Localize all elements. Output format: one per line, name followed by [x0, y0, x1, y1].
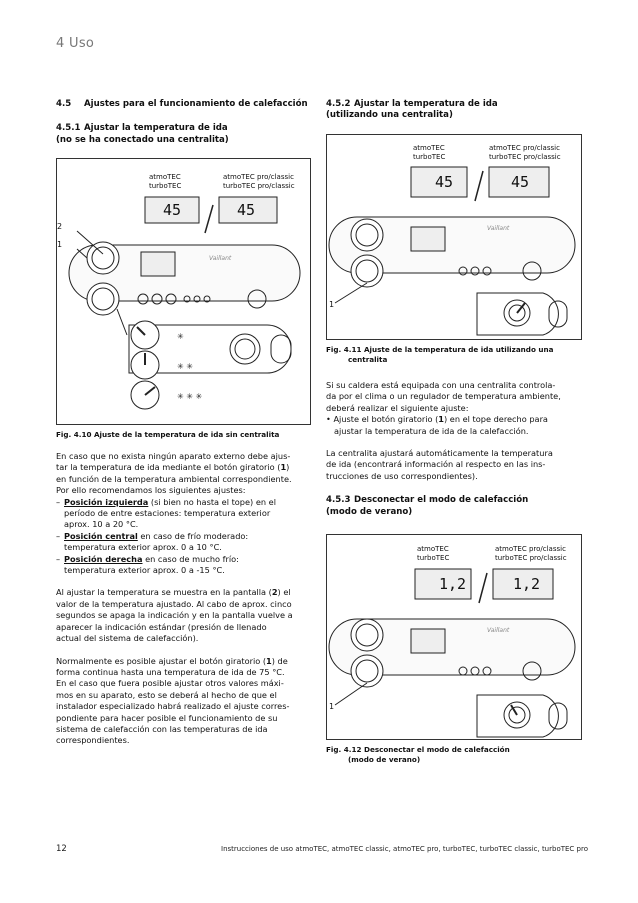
- svg-text:✳ ✳: ✳ ✳: [177, 362, 193, 371]
- caption-4-11: Fig. 4.11 Ajuste de la temperatura de ida utilizando una centralita: [326, 345, 554, 364]
- panel-display: [141, 252, 175, 276]
- fig412-callout-1: 1: [329, 702, 335, 711]
- fig411-callout-1: 1: [329, 300, 335, 309]
- right-col-heading-452: [326, 99, 588, 122]
- subsection-453-number: 4.5.3: [326, 495, 351, 506]
- svg-text:✳ ✳ ✳: ✳ ✳ ✳: [177, 392, 203, 401]
- fig410-label-a: atmoTEC turboTEC: [149, 173, 182, 190]
- right-para1: Si su caldera está equipada con una centralita controla- da por el clima o un regulador de temperatura ambiente, deberá realizar el siguiente ajuste: • Ajuste el botón giratorio (1) en el tope derecho para ajustar la temperatura de ida de la calefacción.: [326, 380, 561, 436]
- figure-4-11: [326, 134, 582, 340]
- figure-4-10: [56, 158, 311, 425]
- bullet-center: – Posición central en caso de frío moderado: temperatura exterior aprox. 0 a 10 °C.: [56, 530, 249, 553]
- fig411-label-a: atmoTEC turboTEC: [413, 144, 446, 161]
- fig412-lcd-a: 1,2: [439, 575, 467, 593]
- section-heading: [56, 99, 318, 110]
- subsection-453-title-2: (modo de verano): [326, 506, 413, 517]
- fig411-brand: Vaillant: [487, 225, 510, 232]
- figure-4-12: [326, 534, 582, 740]
- subsection-number: 4.5.1: [56, 123, 81, 134]
- svg-text:✳: ✳: [177, 332, 184, 341]
- fig410-label-b: atmoTEC pro/classic turboTEC pro/classic: [223, 173, 295, 190]
- subsection-heading: [56, 123, 318, 134]
- chapter-header: 4 Uso: [56, 36, 95, 51]
- section-title: Ajustes para el funcionamiento de calefacción: [84, 99, 308, 109]
- fig412-label-b: atmoTEC pro/classic turboTEC pro/classic: [495, 545, 567, 562]
- fig411-lcd-b: 45: [511, 173, 530, 191]
- callout-1: 1: [57, 240, 63, 249]
- left-column: [56, 99, 318, 146]
- fig412-illustration: [327, 535, 581, 739]
- left-para2: Al ajustar la temperatura se muestra en la pantalla (2) el valor de la temperatura ajustado. Al cabo de aprox. cinco segundos se apaga la indicación y en la pantalla vuelve a aparecer la indicación estándar (presión de llenado actual del sistema de calefacción).: [56, 587, 293, 644]
- bullet-left: – Posición izquierda (si bien no hasta el tope) en el período de entre estaciones: temperatura exterior aprox. 10 a 20 °C.: [56, 496, 276, 530]
- subsection-453-heading: [326, 495, 588, 518]
- boiler-control-illustration: [57, 159, 310, 424]
- callout-2: 2: [57, 222, 63, 231]
- bullet-list: [56, 497, 318, 577]
- caption-4-10: Fig. 4.10 Ajuste de la temperatura de ida sin centralita: [56, 430, 280, 439]
- page-number: 12: [56, 844, 67, 854]
- right-body-1: [326, 380, 588, 518]
- subsection-title-1: Ajustar la temperatura de ida: [84, 123, 228, 134]
- fig410-lcd-a: 45: [163, 201, 182, 219]
- subsection-452-title-1: Ajustar la temperatura de ida: [354, 99, 498, 109]
- left-para3: Normalmente es posible ajustar el botón giratorio (1) de forma continua hasta una temperatura de ida de 75 °C. En el caso que fuera posible ajustar otros valores máxi- mos en su aparato, esto se deberá al hecho de que el instalador especializado habrá realizado el ajuste corres- pondiente para hacer posible el funcionamiento de su sistema de calefacción con las temperaturas de ida correspondientes.: [56, 655, 290, 746]
- fig412-label-a: atmoTEC turboTEC: [417, 545, 450, 562]
- subsection-452-number: 4.5.2: [326, 99, 351, 109]
- fig411-label-b: atmoTEC pro/classic turboTEC pro/classic: [489, 144, 561, 161]
- fig412-brand: Vaillant: [487, 627, 510, 634]
- subsection-453-title-1: Desconectar el modo de calefacción: [354, 495, 529, 506]
- footer-text: Instrucciones de uso atmoTEC, atmoTEC classic, atmoTEC pro, turboTEC, turboTEC classic, turboTEC pro: [221, 845, 588, 853]
- right-para2: La centralita ajustará automáticamente la temperatura de ida (encontrará información al respecto en las ins- trucciones de uso correspondientes).: [326, 448, 553, 481]
- fig411-lcd-a: 45: [435, 173, 454, 191]
- brand-logo: Vaillant: [209, 255, 232, 262]
- subsection-title-2: (no se ha conectado una centralita): [56, 134, 229, 145]
- caption-4-12: Fig. 4.12 Desconectar el modo de calefacción (modo de verano): [326, 745, 510, 764]
- subsection-452-title-2: (utilizando una centralita): [326, 110, 453, 121]
- bullet-right: – Posición derecha en caso de mucho frío: temperatura exterior aprox. 0 a -15 °C.: [56, 553, 239, 576]
- fig410-lcd-b: 45: [237, 201, 256, 219]
- left-para1: En caso que no exista ningún aparato externo debe ajus- tar la temperatura de ida mediante el botón giratorio (1) en función de la temperatura ambiental correspondiente. Por ello recomendamos los siguientes ajustes:: [56, 451, 292, 496]
- left-body: [56, 451, 318, 747]
- fig412-lcd-b: 1,2: [513, 575, 541, 593]
- section-number: 4.5: [56, 99, 72, 109]
- fig411-illustration: [327, 135, 581, 339]
